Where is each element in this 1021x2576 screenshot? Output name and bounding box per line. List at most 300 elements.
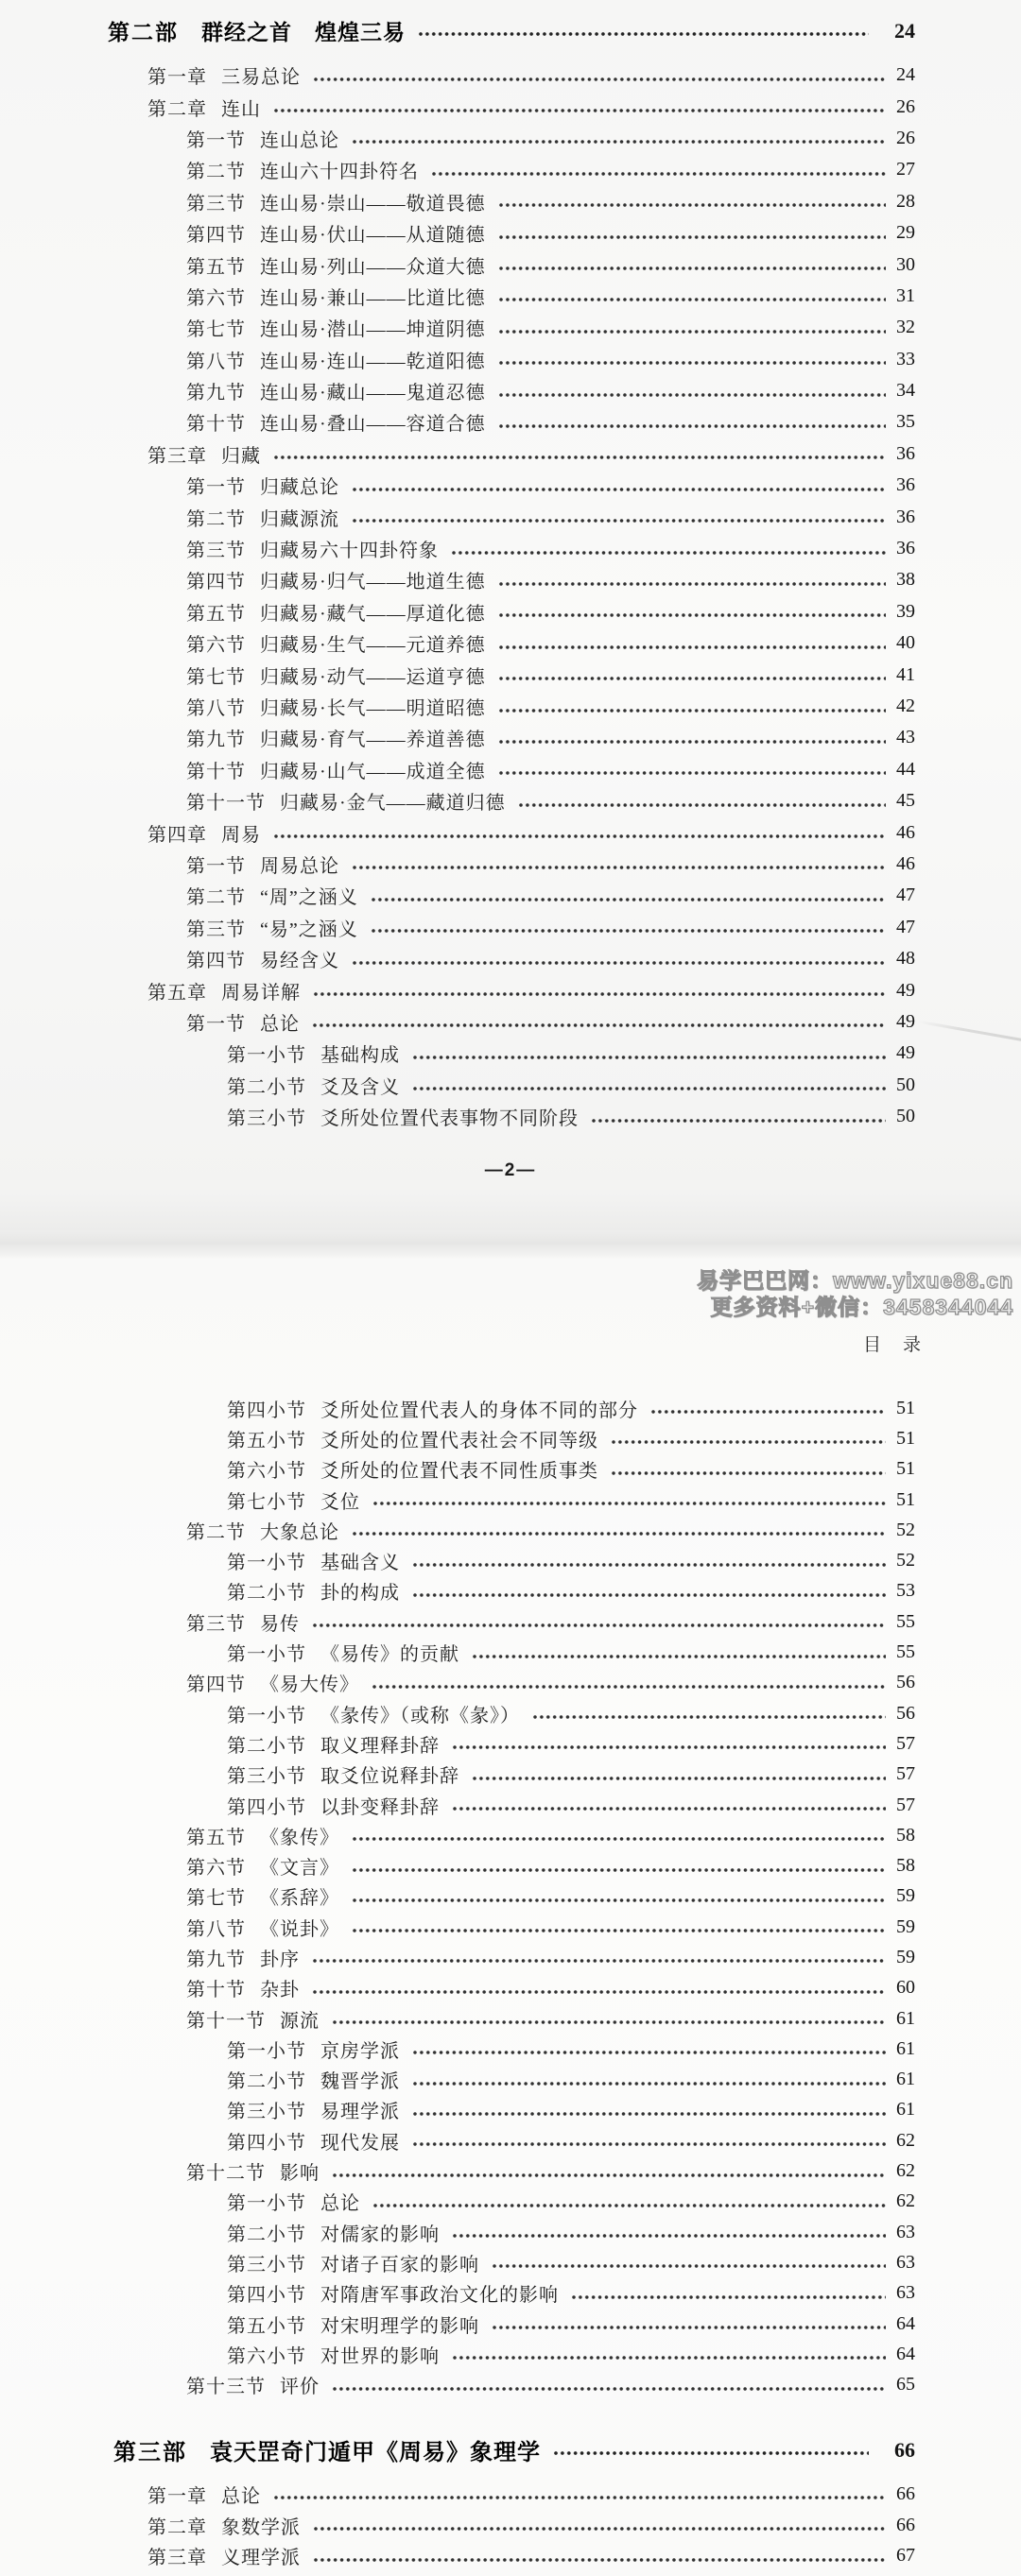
toc-entry	[0, 438, 1021, 470]
entry-page-number: 47	[896, 884, 915, 906]
entry-page-number: 35	[896, 411, 915, 433]
dot-leader-line	[412, 1083, 886, 1094]
toc-page-1	[0, 0, 1021, 1230]
entry-title: 连山易·叠山——容道合德	[260, 414, 486, 436]
entry-label: 第三小节	[227, 2102, 306, 2123]
dot-leader-line	[452, 1742, 886, 1753]
entry-label: 第五节	[186, 603, 246, 625]
entry-label: 第三小节	[227, 1766, 306, 1788]
toc-entry	[0, 533, 1021, 564]
toc-entry	[0, 2370, 1021, 2400]
entry-label: 第七节	[186, 1888, 246, 1910]
entry-label: 第一小节	[227, 2040, 306, 2062]
toc-entry	[0, 1006, 1021, 1038]
toc-entry	[0, 91, 1021, 122]
entry-title: 《彖传》（或称《彖》）	[320, 1705, 520, 1726]
toc-entry	[0, 501, 1021, 532]
entry-page-number: 66	[896, 2514, 915, 2535]
entry-label: 第二节	[186, 887, 246, 909]
dot-leader-line	[312, 1955, 886, 1966]
entry-page-number: 66	[896, 2482, 915, 2504]
toc-entry	[0, 1668, 1021, 1698]
entry-title: 归藏易·金气——藏道归德	[280, 793, 506, 815]
toc-entry	[0, 943, 1021, 974]
entry-page-number: 57	[896, 1794, 915, 1815]
dot-leader-line	[352, 1895, 886, 1906]
toc-entry	[0, 312, 1021, 343]
entry-title: 归藏易·育气——养道善德	[260, 730, 486, 751]
entry-page-number: 29	[896, 222, 915, 244]
entry-label: 第三节	[186, 919, 246, 940]
entry-page-number: 51	[896, 1397, 915, 1418]
dot-leader-line	[412, 2047, 886, 2058]
entry-title: 对宋明理学的影响	[320, 2315, 479, 2337]
dot-leader-line	[532, 1711, 886, 1723]
toc-entry	[0, 596, 1021, 627]
dot-leader-line	[313, 2523, 886, 2534]
entry-title: 爻位	[320, 1491, 360, 1513]
entry-label: 第一小节	[227, 1644, 306, 1666]
dot-leader-line	[498, 199, 886, 211]
entry-page-number: 27	[896, 159, 915, 180]
entry-page-number: 33	[896, 348, 915, 369]
dot-leader-line	[371, 894, 886, 905]
toc-entry	[0, 1070, 1021, 1101]
toc-entry	[0, 1760, 1021, 1790]
entry-label: 第五小节	[227, 2315, 306, 2337]
entry-label: 第一小节	[227, 1705, 306, 1726]
entry-page-number: 55	[896, 1610, 915, 1632]
part-title: 袁天罡奇门遁甲《周易》象理学	[210, 2441, 541, 2465]
entry-page-number: 61	[896, 2007, 915, 2029]
entry-title: “周”之涵义	[260, 887, 358, 909]
dot-leader-line	[492, 2260, 886, 2272]
entry-page-number: 46	[896, 821, 915, 843]
dot-leader-line	[498, 705, 886, 716]
entry-label: 第二小节	[227, 2224, 306, 2245]
toc-entry	[0, 1454, 1021, 1485]
dot-leader-line	[352, 515, 886, 526]
entry-title: 周易总论	[260, 855, 339, 877]
entry-label: 第三节	[186, 1613, 246, 1635]
entry-page-number: 53	[896, 1580, 915, 1602]
dot-leader-line	[498, 610, 886, 621]
entry-title: 基础含义	[320, 1553, 400, 1574]
entry-title: 现代发展	[320, 2132, 400, 2154]
toc-entry	[0, 2217, 1021, 2247]
entry-page-number: 48	[896, 948, 915, 970]
entry-page-number: 55	[896, 1641, 915, 1663]
entry-label: 第四节	[186, 1674, 246, 1696]
toc-entry	[0, 1545, 1021, 1575]
entry-title: 对儒家的影响	[320, 2224, 440, 2245]
entry-title: 卦的构成	[320, 1583, 400, 1605]
entry-label: 第十节	[186, 761, 246, 782]
entry-title: 连山易·兼山——比道比德	[260, 287, 486, 309]
toc-entry	[0, 2187, 1021, 2217]
toc-entry	[0, 1606, 1021, 1637]
entry-page-number: 61	[896, 2037, 915, 2059]
toc-entry	[0, 785, 1021, 816]
toc-entry	[0, 627, 1021, 659]
entry-page-number: 67	[896, 2545, 915, 2567]
entry-page-number: 58	[896, 1855, 915, 1877]
entry-page-number: 62	[896, 2190, 915, 2212]
entry-label: 第十三节	[186, 2377, 266, 2398]
entry-title: 周易	[221, 824, 261, 846]
toc-entry	[0, 2510, 1021, 2541]
entry-page-number: 49	[896, 1010, 915, 1032]
toc-entry	[0, 2479, 1021, 2510]
entry-page-number: 34	[896, 380, 915, 402]
entry-label: 第八节	[186, 698, 246, 719]
entry-label: 第七小节	[227, 1491, 306, 1513]
dot-leader-line	[332, 2017, 886, 2028]
entry-page-number: 63	[896, 2282, 915, 2304]
part-title: 群经之首 煌煌三易	[201, 21, 406, 44]
dot-leader-line	[412, 1559, 886, 1571]
dot-leader-line	[412, 2138, 886, 2150]
toc-entry	[0, 406, 1021, 438]
entry-label: 第九节	[186, 730, 246, 751]
entry-page-number: 57	[896, 1732, 915, 1754]
entry-title: 义理学派	[221, 2548, 301, 2569]
entry-title: 连山易·连山——乾道阳德	[260, 351, 486, 372]
entry-label: 第四小节	[227, 1796, 306, 1818]
toc-entry-list	[0, 1393, 1021, 2400]
toc-entry	[0, 1973, 1021, 2003]
entry-title: 爻及含义	[320, 1076, 400, 1098]
watermark-site-line: 易学巴巴网：www.yixue88.cn	[697, 1268, 1013, 1293]
entry-label: 第九节	[186, 383, 246, 404]
entry-label: 第三章	[147, 2548, 207, 2569]
entry-page-number: 64	[896, 2343, 915, 2364]
entry-page-number: 59	[896, 1915, 915, 1937]
entry-page-number: 24	[896, 64, 915, 86]
toc-entry	[0, 564, 1021, 595]
toc-entry	[0, 1515, 1021, 1545]
entry-page-number: 32	[896, 317, 915, 338]
entry-label: 第十一节	[186, 2010, 266, 2032]
watermark-wechat-line: 更多资料+微信：3458344044	[710, 1295, 1013, 1319]
dot-leader-line	[611, 1468, 886, 1479]
entry-label: 第五章	[147, 982, 207, 1004]
entry-page-number: 26	[896, 127, 915, 148]
toc-entry	[0, 1637, 1021, 1667]
toc-entry	[0, 849, 1021, 880]
toc-part-row	[0, 2433, 1021, 2466]
entry-label: 第一章	[147, 67, 207, 89]
dot-leader-line	[498, 357, 886, 369]
entry-label: 第二节	[186, 162, 246, 183]
dot-leader-line	[418, 28, 869, 40]
toc-entry	[0, 1393, 1021, 1423]
entry-label: 第五节	[186, 1827, 246, 1848]
entry-page-number: 59	[896, 1946, 915, 1967]
toc-entry	[0, 249, 1021, 280]
entry-title: 周易详解	[221, 982, 301, 1004]
toc-entry	[0, 912, 1021, 943]
entry-page-number: 45	[896, 790, 915, 812]
dot-leader-line	[312, 1620, 886, 1631]
entry-page-number: 39	[896, 600, 915, 622]
entry-title: 影响	[280, 2163, 320, 2185]
toc-entry	[0, 1101, 1021, 1132]
entry-title: 取爻位说释卦辞	[320, 1766, 459, 1788]
entry-title: 爻所处位置代表事物不同阶段	[320, 1108, 579, 1130]
toc-entry	[0, 1698, 1021, 1728]
entry-title: 总论	[260, 1013, 300, 1035]
entry-page-number: 47	[896, 916, 915, 937]
entry-label: 第二节	[186, 1521, 246, 1543]
entry-label: 第四节	[186, 572, 246, 593]
entry-page-number: 64	[896, 2312, 915, 2334]
entry-title: 归藏易·藏气——厚道化德	[260, 603, 486, 625]
dot-leader-line	[591, 1115, 886, 1126]
entry-label: 第二小节	[227, 2071, 306, 2093]
entry-page-number: 63	[896, 2251, 915, 2273]
dot-leader-line	[571, 2292, 886, 2303]
entry-title: 归藏易·动气——运道亨德	[260, 666, 486, 688]
entry-label: 第一章	[147, 2485, 207, 2507]
entry-page-number: 65	[896, 2374, 915, 2396]
dot-leader-line	[352, 862, 886, 873]
entry-title: 总论	[221, 2485, 261, 2507]
entry-title: 归藏源流	[260, 508, 339, 530]
toc-page-2	[0, 1259, 1021, 2576]
entry-title: 连山易·崇山——敬道畏德	[260, 193, 486, 215]
entry-label: 第十节	[186, 414, 246, 436]
entry-page-number: 56	[896, 1672, 915, 1693]
dot-leader-line	[498, 767, 886, 779]
entry-label: 第六节	[186, 635, 246, 657]
entry-label: 第二章	[147, 2516, 207, 2538]
toc-entry	[0, 154, 1021, 185]
entry-label: 第三小节	[227, 1108, 306, 1130]
entry-page-number: 50	[896, 1073, 915, 1095]
entry-page-number: 52	[896, 1519, 915, 1540]
toc-entry	[0, 1038, 1021, 1069]
toc-entry	[0, 2309, 1021, 2339]
entry-label: 第六小节	[227, 1461, 306, 1483]
entry-title: 连山易·潜山——坤道阴德	[260, 319, 486, 341]
dot-leader-line	[352, 1528, 886, 1539]
dot-leader-line	[352, 136, 886, 147]
entry-page-number: 51	[896, 1488, 915, 1510]
entry-label: 第六小节	[227, 2345, 306, 2367]
part-page-number: 66	[894, 2437, 915, 2462]
dot-leader-line	[498, 294, 886, 305]
dot-leader-line	[352, 1925, 886, 1936]
dot-leader-line	[611, 1436, 886, 1448]
entry-page-number: 44	[896, 758, 915, 780]
part-page-number: 24	[894, 18, 915, 43]
entry-title: 连山易·列山——众道大德	[260, 256, 486, 278]
entry-title: 源流	[280, 2010, 320, 2032]
toc-entry	[0, 2034, 1021, 2064]
entry-title: 对隋唐军事政治文化的影响	[320, 2285, 559, 2307]
entry-page-number: 26	[896, 95, 915, 117]
entry-title: 连山总论	[260, 129, 339, 151]
entry-title: 连山	[221, 98, 261, 120]
entry-page-number: 30	[896, 253, 915, 275]
entry-title: “易”之涵义	[260, 919, 358, 940]
dot-leader-line	[312, 1020, 886, 1031]
dot-leader-line	[498, 263, 886, 274]
toc-entry	[0, 1728, 1021, 1759]
entry-page-number: 46	[896, 852, 915, 874]
dot-leader-line	[412, 1589, 886, 1601]
dot-leader-line	[352, 957, 886, 969]
entry-page-number: 51	[896, 1458, 915, 1480]
toc-entry	[0, 722, 1021, 753]
entry-title: 归藏总论	[260, 477, 339, 499]
dot-leader-line	[472, 1651, 886, 1662]
entry-page-number: 38	[896, 569, 915, 591]
dot-leader-line	[332, 2383, 886, 2395]
entry-title: 归藏易·生气——元道养德	[260, 635, 486, 657]
entry-label: 第一小节	[227, 2193, 306, 2215]
entry-label: 第八节	[186, 1918, 246, 1940]
page-header-title: 目 录	[862, 1335, 923, 1355]
entry-title: 大象总论	[260, 1521, 339, 1543]
toc-entry	[0, 344, 1021, 375]
entry-title: 对诸子百家的影响	[320, 2254, 479, 2275]
toc-entry	[0, 974, 1021, 1005]
toc-part-row	[0, 15, 1021, 46]
dot-leader-line	[498, 326, 886, 337]
entry-title: 《系辞》	[260, 1888, 339, 1910]
toc-entry	[0, 1790, 1021, 1820]
entry-title: 归藏	[221, 445, 261, 467]
entry-title: 归藏易·长气——明道昭德	[260, 698, 486, 719]
entry-page-number: 36	[896, 442, 915, 464]
dot-leader-line	[412, 1052, 886, 1063]
dot-leader-line	[498, 642, 886, 653]
dot-leader-line	[372, 2200, 886, 2211]
dot-leader-line	[273, 452, 886, 463]
dot-leader-line	[313, 2554, 886, 2566]
toc-entry	[0, 2003, 1021, 2034]
entry-label: 第三小节	[227, 2254, 306, 2275]
entry-label: 第三节	[186, 193, 246, 215]
entry-title: 归藏易·归气——地道生德	[260, 572, 486, 593]
entry-label: 第一小节	[227, 1553, 306, 1574]
entry-page-number: 59	[896, 1885, 915, 1907]
page-break-shadow	[0, 1230, 1021, 1259]
entry-page-number: 52	[896, 1550, 915, 1571]
dot-leader-line	[498, 578, 886, 590]
entry-title: 京房学派	[320, 2040, 400, 2062]
entry-label: 第一节	[186, 855, 246, 877]
entry-label: 第五节	[186, 256, 246, 278]
dot-leader-line	[352, 1864, 886, 1876]
dot-leader-line	[412, 2108, 886, 2120]
toc-entry	[0, 691, 1021, 722]
dot-leader-line	[650, 1406, 886, 1417]
toc-entry	[0, 1576, 1021, 1606]
entry-title: 象数学派	[221, 2516, 301, 2538]
entry-page-number: 36	[896, 538, 915, 559]
toc-entry	[0, 1423, 1021, 1453]
entry-label: 第一小节	[227, 1045, 306, 1067]
entry-page-number: 50	[896, 1106, 915, 1127]
entry-title: 连山六十四卦符名	[260, 162, 419, 183]
dot-leader-line	[518, 799, 886, 811]
dot-leader-line	[498, 736, 886, 747]
entry-title: 《文言》	[260, 1858, 339, 1880]
toc-entry	[0, 123, 1021, 154]
dot-leader-line	[372, 1498, 886, 1509]
entry-label: 第二节	[186, 508, 246, 530]
entry-label: 第一节	[186, 477, 246, 499]
entry-page-number: 36	[896, 474, 915, 496]
toc-entry	[0, 659, 1021, 690]
entry-title: 《易传》的贡献	[320, 1644, 459, 1666]
dot-leader-line	[313, 74, 886, 85]
toc-entry	[0, 1912, 1021, 1942]
dot-leader-line	[452, 2352, 886, 2363]
entry-label: 第四章	[147, 824, 207, 846]
dot-leader-line	[352, 484, 886, 495]
dot-leader-line	[553, 2447, 869, 2459]
entry-label: 第六节	[186, 1858, 246, 1880]
entry-title: 爻所处的位置代表不同性质事类	[320, 1461, 598, 1483]
entry-title: 评价	[280, 2377, 320, 2398]
dot-leader-line	[498, 421, 886, 432]
dot-leader-line	[273, 831, 886, 842]
dot-leader-line	[452, 2230, 886, 2241]
dot-leader-line	[332, 2170, 886, 2181]
entry-title: 对世界的影响	[320, 2345, 440, 2367]
toc-entry	[0, 2095, 1021, 2125]
toc-entry	[0, 1485, 1021, 1515]
toc-entry	[0, 754, 1021, 785]
dot-leader-line	[452, 1803, 886, 1814]
entry-page-number: 62	[896, 2129, 915, 2151]
dot-leader-line	[498, 389, 886, 401]
toc-entry	[0, 2339, 1021, 2369]
toc-entry	[0, 2065, 1021, 2095]
entry-title: 基础构成	[320, 1045, 400, 1067]
toc-entry	[0, 2278, 1021, 2309]
toc-entry	[0, 2247, 1021, 2277]
entry-page-number: 28	[896, 190, 915, 212]
entry-page-number: 56	[896, 1702, 915, 1724]
entry-label: 第二小节	[227, 1583, 306, 1605]
entry-title: 连山易·藏山——鬼道忍德	[260, 383, 486, 404]
dot-leader-line	[498, 673, 886, 684]
entry-page-number: 41	[896, 663, 915, 685]
entry-title: 总论	[320, 2193, 360, 2215]
entry-label: 第六节	[186, 287, 246, 309]
entry-page-number: 63	[896, 2221, 915, 2242]
dot-leader-line	[412, 2078, 886, 2089]
entry-label: 第十二节	[186, 2163, 266, 2185]
entry-title: 归藏易六十四卦符象	[260, 541, 439, 562]
entry-page-number: 62	[896, 2160, 915, 2182]
entry-title: 取义理释卦辞	[320, 1735, 440, 1757]
entry-title: 归藏易·山气——成道全德	[260, 761, 486, 782]
entry-page-number: 49	[896, 1042, 915, 1064]
page-footer-number: —2—	[484, 1160, 537, 1180]
entry-title: 以卦变释卦辞	[320, 1796, 440, 1818]
entry-label: 第四小节	[227, 1400, 306, 1421]
toc-entry	[0, 2125, 1021, 2155]
entry-label: 第五小节	[227, 1430, 306, 1451]
toc-entry	[0, 1881, 1021, 1912]
dot-leader-line	[498, 232, 886, 243]
